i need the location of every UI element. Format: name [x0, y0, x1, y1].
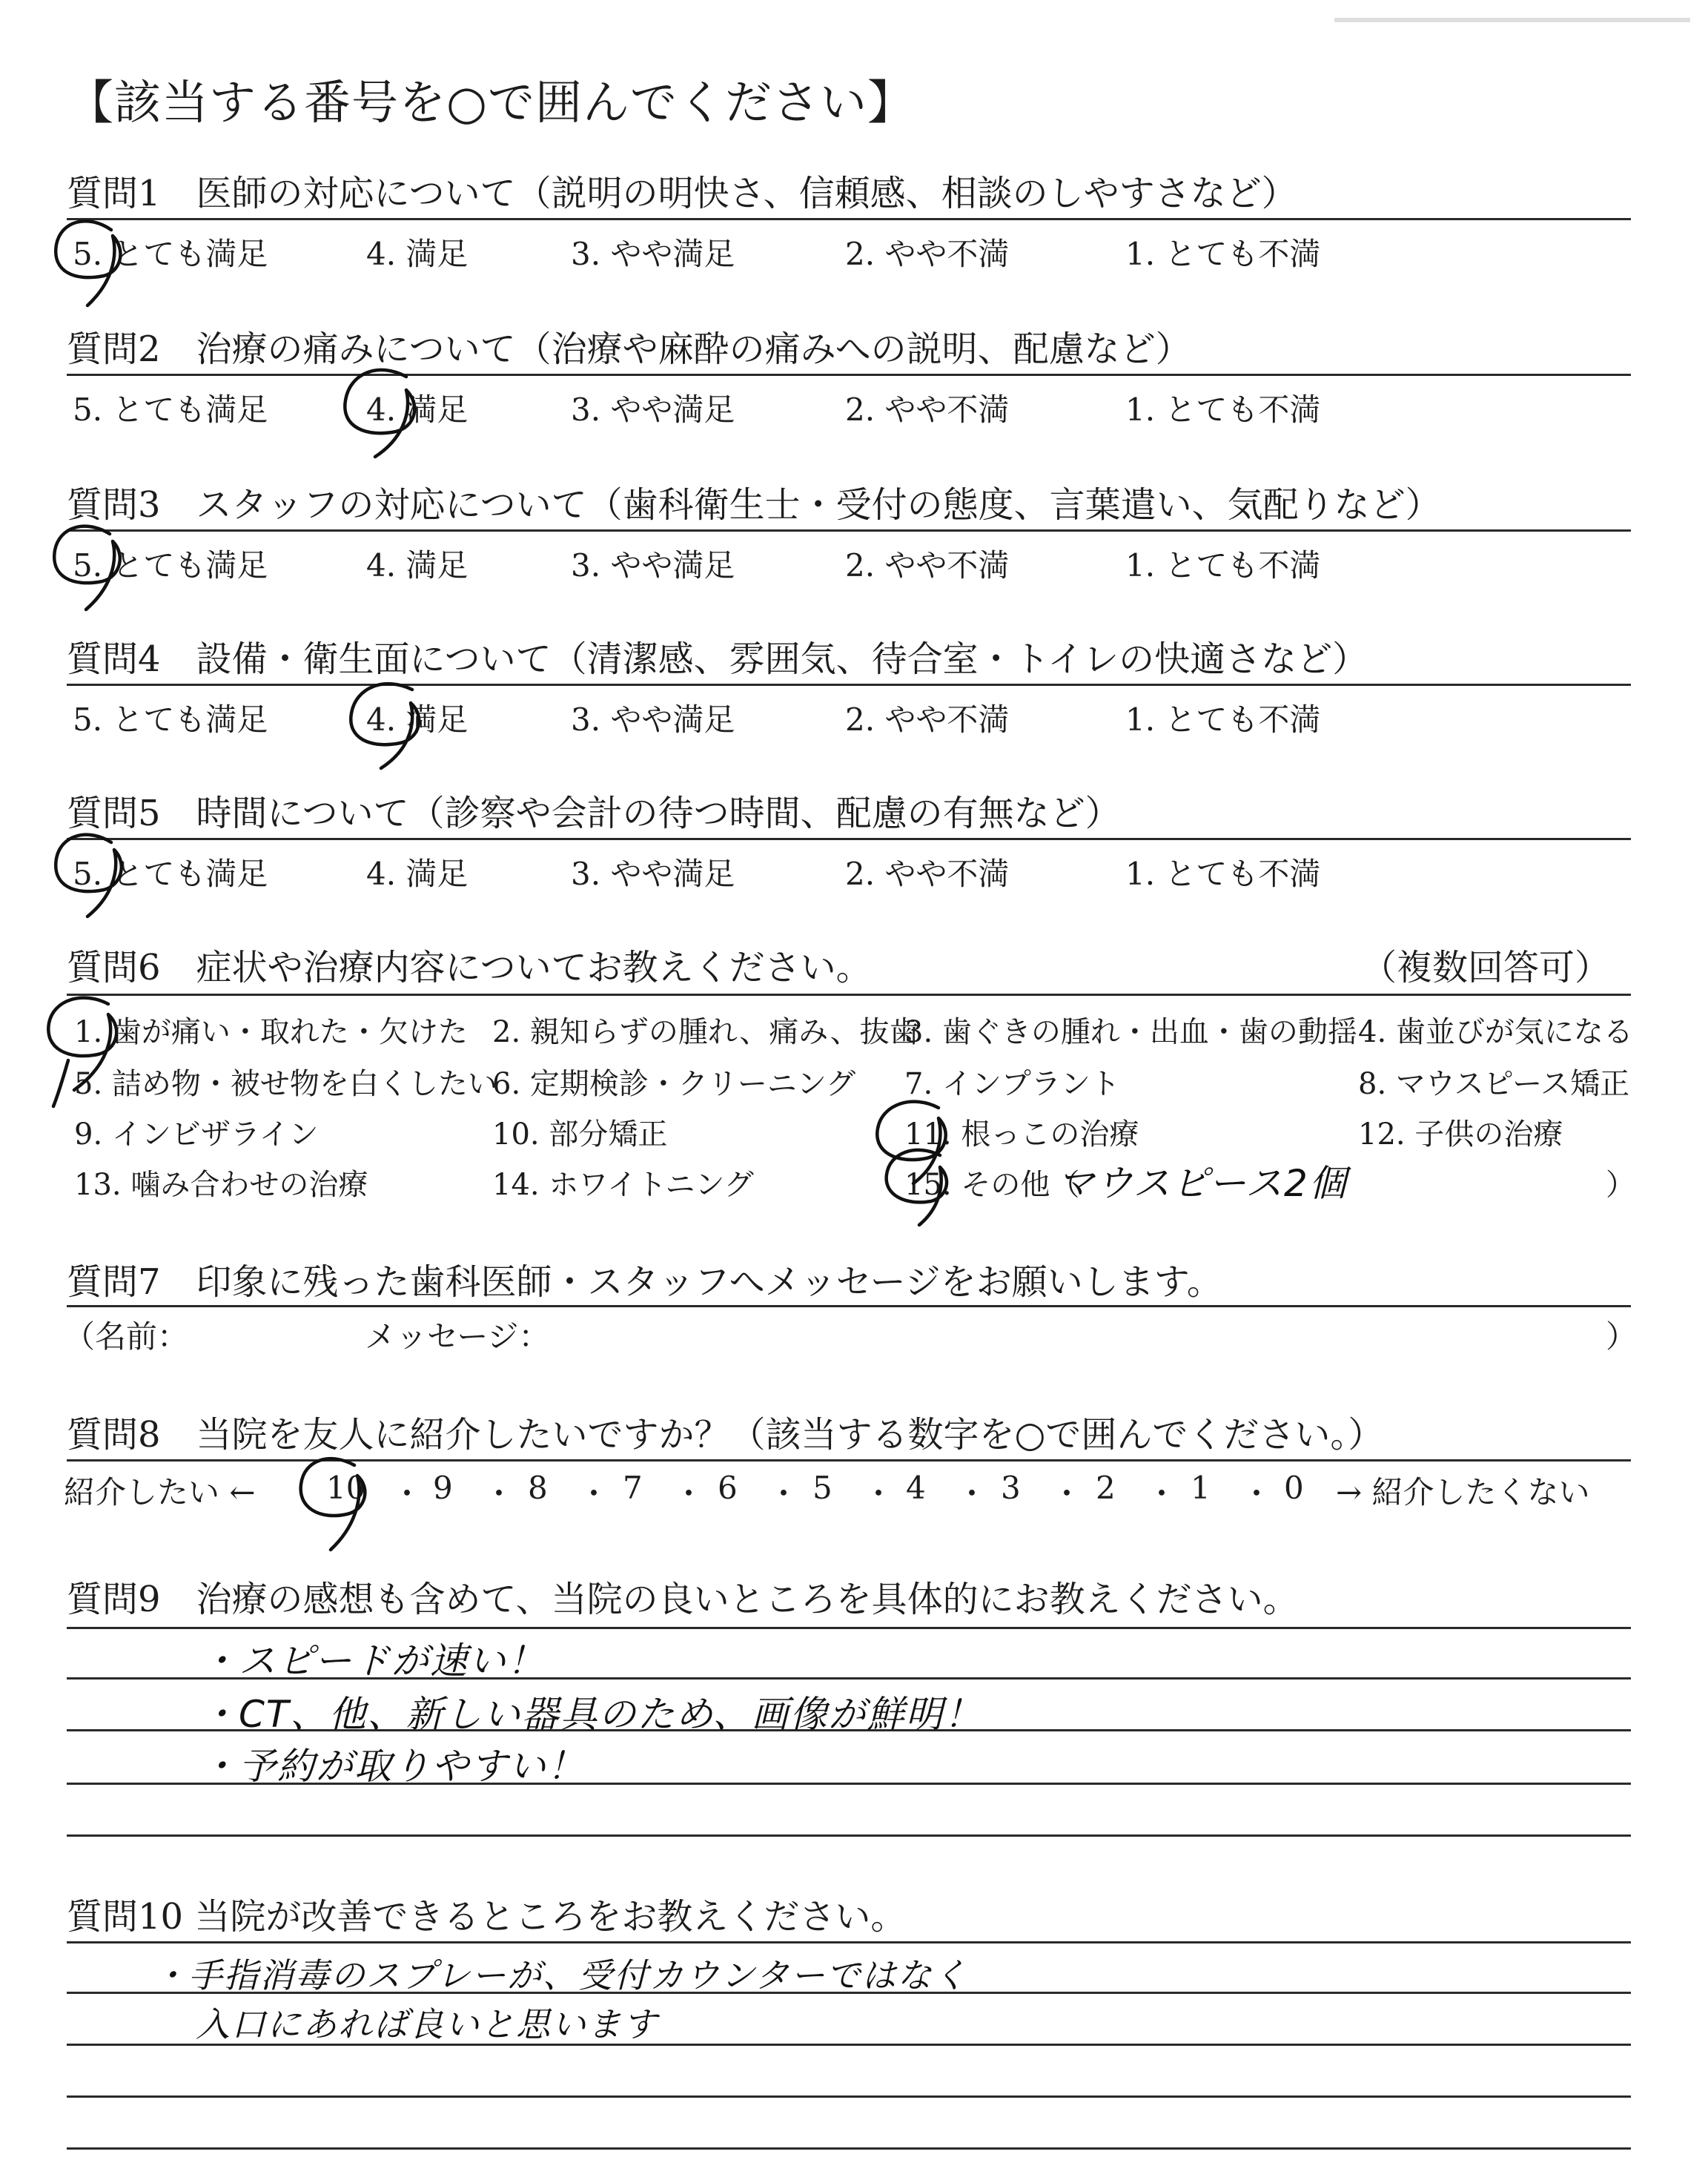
- q6-option-6[interactable]: 6. 定期検診・クリーニング: [492, 1067, 856, 1101]
- q5-option-3[interactable]: 3. やや満足: [571, 856, 735, 892]
- q8-rule: [67, 1459, 1631, 1462]
- q8-right-label: → 紹介したくない: [1336, 1474, 1590, 1510]
- q2-rule: [67, 374, 1631, 376]
- q6-option-5[interactable]: 5. 詰め物・被せ物を白くしたい: [74, 1067, 497, 1101]
- q8-left-label: 紹介したい ←: [64, 1474, 256, 1510]
- q7-name-label: （名前：: [64, 1318, 189, 1355]
- q10-rule-1: [67, 1941, 1631, 1943]
- q10-rule-4: [67, 2095, 1631, 2098]
- q4-option-4[interactable]: 4. 満足: [366, 701, 469, 738]
- q4-option-3[interactable]: 3. やや満足: [571, 701, 735, 738]
- q4-title: 質問4 設備・衛生面について（清潔感、雰囲気、待合室・トイレの快適さなど）: [67, 638, 1368, 680]
- q1-option-3[interactable]: 3. やや満足: [571, 236, 735, 272]
- q6-option-2[interactable]: 2. 親知らずの腫れ、痛み、抜歯: [492, 1015, 919, 1049]
- q6-option-15-close: ）: [1606, 1168, 1635, 1202]
- q8-score-3[interactable]: 3: [1001, 1470, 1021, 1506]
- q3-title: 質問3 スタッフの対応について（歯科衛生士・受付の態度、言葉遣い、気配りなど）: [67, 484, 1441, 526]
- q7-rule: [67, 1305, 1631, 1307]
- q8-dot: ・: [1241, 1476, 1273, 1512]
- q8-dot: ・: [578, 1476, 610, 1512]
- q9-answer-3: ・予約が取りやすい！: [200, 1745, 586, 1788]
- q8-dot: ・: [863, 1476, 895, 1512]
- q9-answer-2: ・CT、他、新しい器具のため、画像が鮮明！: [200, 1693, 983, 1736]
- q10-answer-1: ・手指消毒のスプレーが、受付カウンターではなく: [153, 1955, 969, 1995]
- q9-rule-1: [67, 1627, 1631, 1629]
- q8-dot: ・: [1051, 1476, 1083, 1512]
- q6-option-11[interactable]: 11. 根っこの治療: [904, 1117, 1139, 1152]
- q3-option-2[interactable]: 2. やや不満: [845, 547, 1010, 584]
- q7-message-label: メッセージ：: [365, 1318, 550, 1355]
- q1-title: 質問1 医師の対応について（説明の明快さ、信頼感、相談のしやすさなど）: [67, 173, 1297, 214]
- q3-rule: [67, 529, 1631, 532]
- q6-option-14[interactable]: 14. ホワイトニング: [492, 1168, 754, 1202]
- q6-option-15[interactable]: 15. その他（: [904, 1168, 1080, 1202]
- q8-dot: ・: [391, 1476, 423, 1512]
- q10-rule-5: [67, 2147, 1631, 2150]
- q8-dot: ・: [956, 1476, 988, 1512]
- q10-title: 質問10 当院が改善できるところをお教えください。: [67, 1896, 907, 1938]
- q8-score-6[interactable]: 6: [718, 1470, 738, 1506]
- q6-option-5-mark: [53, 1060, 68, 1106]
- q9-rule-5: [67, 1834, 1631, 1837]
- q8-dot: ・: [483, 1476, 515, 1512]
- q6-option-7[interactable]: 7. インプラント: [904, 1067, 1120, 1101]
- q3-option-3[interactable]: 3. やや満足: [571, 547, 735, 584]
- scan-edge-mark: [1334, 18, 1690, 22]
- q8-score-5[interactable]: 5: [812, 1470, 833, 1506]
- q8-title: 質問8 当院を友人に紹介したいですか？（該当する数字を○で囲んでください。）: [67, 1414, 1384, 1456]
- q5-rule: [67, 838, 1631, 840]
- q1-option-2[interactable]: 2. やや不満: [845, 236, 1010, 272]
- q5-option-2[interactable]: 2. やや不満: [845, 856, 1010, 892]
- q6-option-4[interactable]: 4. 歯並びが気になる: [1358, 1015, 1633, 1049]
- q4-option-5[interactable]: 5. とても満足: [73, 701, 268, 738]
- q8-dot: ・: [1146, 1476, 1178, 1512]
- q5-option-4[interactable]: 4. 満足: [366, 856, 469, 892]
- q4-rule: [67, 684, 1631, 686]
- q8-score-1[interactable]: 1: [1191, 1470, 1211, 1506]
- q6-multiple-note: （複数回答可）: [1361, 947, 1611, 988]
- q5-option-5[interactable]: 5. とても満足: [73, 856, 268, 892]
- q6-other-handwritten: マウスピース2個: [1057, 1162, 1348, 1205]
- q1-option-5[interactable]: 5. とても満足: [73, 236, 268, 272]
- q8-score-4[interactable]: 4: [906, 1470, 926, 1506]
- q6-option-12[interactable]: 12. 子供の治療: [1358, 1117, 1563, 1152]
- q6-title: 質問6 症状や治療内容についてお教えください。: [67, 947, 872, 988]
- q8-score-8[interactable]: 8: [528, 1470, 548, 1506]
- q2-option-3[interactable]: 3. やや満足: [571, 392, 735, 428]
- q1-option-1[interactable]: 1. とても不満: [1125, 236, 1321, 272]
- q8-dot: ・: [768, 1476, 800, 1512]
- q2-option-2[interactable]: 2. やや不満: [845, 392, 1010, 428]
- q6-option-3[interactable]: 3. 歯ぐきの腫れ・出血・歯の動揺: [904, 1015, 1357, 1049]
- q4-option-1[interactable]: 1. とても不満: [1125, 701, 1321, 738]
- q8-score-7[interactable]: 7: [623, 1470, 643, 1506]
- q8-score-9[interactable]: 9: [433, 1470, 453, 1506]
- q6-option-9[interactable]: 9. インビザライン: [74, 1117, 319, 1152]
- q7-close: ）: [1606, 1318, 1638, 1355]
- q5-title: 質問5 時間について（診察や会計の待つ時間、配慮の有無など）: [67, 793, 1121, 834]
- q6-rule: [67, 994, 1631, 996]
- q1-rule: [67, 218, 1631, 220]
- q4-option-2[interactable]: 2. やや不満: [845, 701, 1010, 738]
- q2-option-5[interactable]: 5. とても満足: [73, 392, 268, 428]
- q1-option-4[interactable]: 4. 満足: [366, 236, 469, 272]
- q6-option-13[interactable]: 13. 噛み合わせの治療: [74, 1168, 368, 1202]
- q8-score-0[interactable]: 0: [1284, 1470, 1304, 1506]
- q8-score-2[interactable]: 2: [1096, 1470, 1116, 1506]
- q5-option-1[interactable]: 1. とても不満: [1125, 856, 1321, 892]
- q3-option-5[interactable]: 5. とても満足: [73, 547, 268, 584]
- q2-title: 質問2 治療の痛みについて（治療や麻酔の痛みへの説明、配慮など）: [67, 328, 1191, 370]
- q9-answer-1: ・スピードが速い！: [200, 1639, 546, 1682]
- q2-option-4[interactable]: 4. 満足: [366, 392, 469, 428]
- q7-title: 質問7 印象に残った歯科医師・スタッフへメッセージをお願いします。: [67, 1261, 1222, 1303]
- q3-option-1[interactable]: 1. とても不満: [1125, 547, 1321, 584]
- q8-dot: ・: [673, 1476, 705, 1512]
- q6-option-1[interactable]: 1. 歯が痛い・取れた・欠けた: [74, 1015, 468, 1049]
- page-title: 【該当する番号を○で囲んでください】: [67, 76, 915, 130]
- q10-answer-2: 入口にあれば良いと思います: [196, 2004, 658, 2044]
- q6-option-10[interactable]: 10. 部分矯正: [492, 1117, 668, 1152]
- q6-option-8[interactable]: 8. マウスピース矯正: [1358, 1067, 1630, 1101]
- q8-score-10[interactable]: 10: [326, 1470, 366, 1506]
- q3-option-4[interactable]: 4. 満足: [366, 547, 469, 584]
- q2-option-1[interactable]: 1. とても不満: [1125, 392, 1321, 428]
- q9-title: 質問9 治療の感想も含めて、当院の良いところを具体的にお教えください。: [67, 1579, 1299, 1620]
